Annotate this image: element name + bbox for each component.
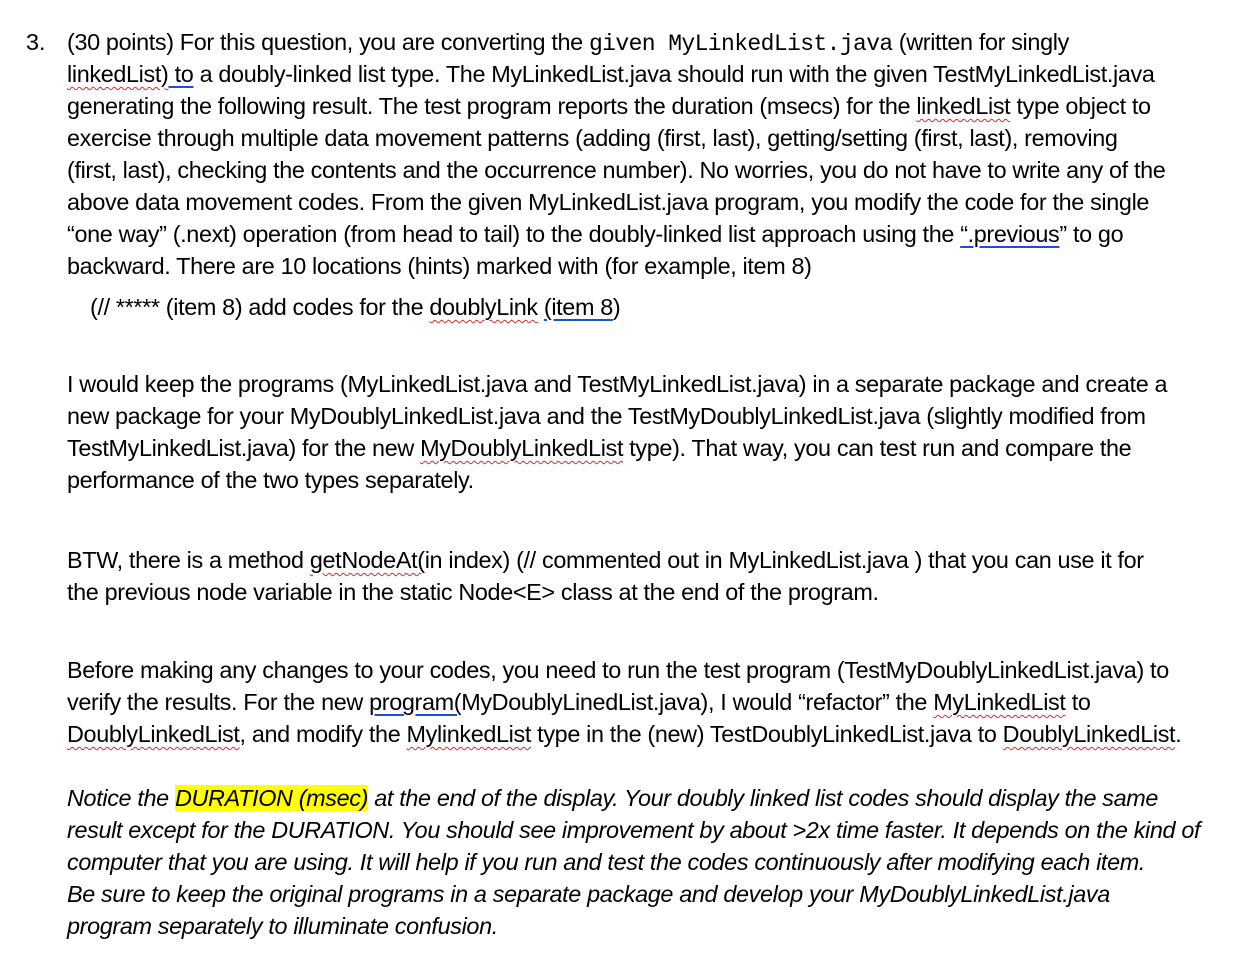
spellcheck-word: linkedList) — [67, 61, 169, 87]
text: (written for singly — [892, 29, 1069, 55]
spellcheck-word: DoublyLinkedList — [1002, 721, 1176, 747]
text: to — [1065, 689, 1091, 715]
para4-line1: Before making any changes to your codes, you need to run the test program (TestMyDoublyLinkedList.java) to — [67, 657, 1169, 683]
para5-line2: result except for the DURATION. You should see improvement by about >2x time faster. It depends on the kind of — [67, 817, 1201, 843]
text: verify the results. For the new — [67, 689, 370, 715]
text: TestMyLinkedList.java) for the new — [67, 435, 421, 461]
text: type). That way, you can test run and compare the — [623, 435, 1132, 461]
text: , and modify the — [239, 721, 407, 747]
text: (// ***** (item 8) add codes for the — [90, 294, 430, 320]
underlined-word: program( — [369, 689, 462, 715]
question-number: 3. — [26, 29, 46, 55]
para4-line3 — [67, 718, 1181, 750]
para2-line1: I would keep the programs (MyLinkedList.java and TestMyLinkedList.java) in a separate package and create a — [67, 371, 1168, 397]
para1-line1 — [67, 26, 1069, 60]
underlined-word: to — [168, 61, 194, 87]
code-text: given MyLinkedList.java — [588, 31, 893, 57]
para1-line2 — [67, 58, 1155, 90]
text: generating the following result. The test program reports the duration (msecs) for the — [67, 93, 917, 119]
text: a doubly-linked list type. The MyLinkedList.java should run with the given TestMyLinkedList.java — [193, 61, 1155, 87]
text: ) — [612, 294, 621, 320]
para5-line5: program separately to illuminate confusion. — [67, 913, 498, 939]
spellcheck-word: linkedList — [916, 93, 1011, 119]
text: MyDoublyLinedList.java), I would “refactor” the — [461, 689, 934, 715]
text: type in the (new) TestDoublyLinkedList.java to — [531, 721, 1003, 747]
spellcheck-word: MyLinkedList — [933, 689, 1066, 715]
text: Notice the — [67, 785, 175, 811]
text: at the end of the display. Your doubly linked list codes should display the same — [368, 785, 1159, 811]
para4-line2 — [67, 686, 1091, 718]
spellcheck-word: doublyLink — [429, 294, 538, 320]
underlined-word: “.previous — [960, 221, 1060, 247]
highlighted-text: DURATION (msec) — [174, 785, 369, 811]
underlined-word: (item 8 — [543, 294, 613, 320]
para5-line3: computer that you are using. It will help if you run and test the codes continuously after modifying each item. — [67, 849, 1146, 875]
para1-line3 — [67, 90, 1151, 122]
para1-line5: (first, last), checking the contents and the occurrence number). No worries, you do not have to write any of the — [67, 157, 1166, 183]
para1-line7 — [67, 218, 1123, 250]
spellcheck-word: DoublyLinkedList — [67, 721, 240, 747]
text: in index) (// commented out in MyLinkedList.java ) that you can use it for — [424, 547, 1144, 573]
spellcheck-word: MyDoublyLinkedList — [420, 435, 624, 461]
para1-line4: exercise through multiple data movement patterns (adding (first, last), getting/setting (first, last), removing — [67, 125, 1118, 151]
text: . — [1175, 721, 1182, 747]
para5-line1 — [67, 782, 1158, 814]
para1-line6: above data movement codes. From the given MyLinkedList.java program, you modify the code for the single — [67, 189, 1150, 215]
spellcheck-word: getNodeAt( — [309, 547, 425, 573]
text: (30 points) For this question, you are converting the — [67, 29, 589, 55]
para2-line3 — [67, 432, 1131, 464]
para3-line1 — [67, 544, 1144, 576]
para3-line2: the previous node variable in the static Node<E> class at the end of the program. — [67, 579, 879, 605]
text: ” to go — [1059, 221, 1124, 247]
para2-line2: new package for your MyDoublyLinkedList.java and the TestMyDoublyLinkedList.java (slightly modified from — [67, 403, 1146, 429]
text: type object to — [1010, 93, 1151, 119]
para5-line4: Be sure to keep the original programs in a separate package and develop your MyDoublyLinkedList.java — [67, 881, 1110, 907]
hint-line — [90, 291, 620, 323]
text: BTW, there is a method — [67, 547, 310, 573]
para1-line8: backward. There are 10 locations (hints) marked with (for example, item 8) — [67, 253, 812, 279]
spellcheck-word: MylinkedList — [406, 721, 532, 747]
text: “one way” (.next) operation (from head to tail) to the doubly-linked list approach using the — [67, 221, 961, 247]
para2-line4: performance of the two types separately. — [67, 467, 474, 493]
